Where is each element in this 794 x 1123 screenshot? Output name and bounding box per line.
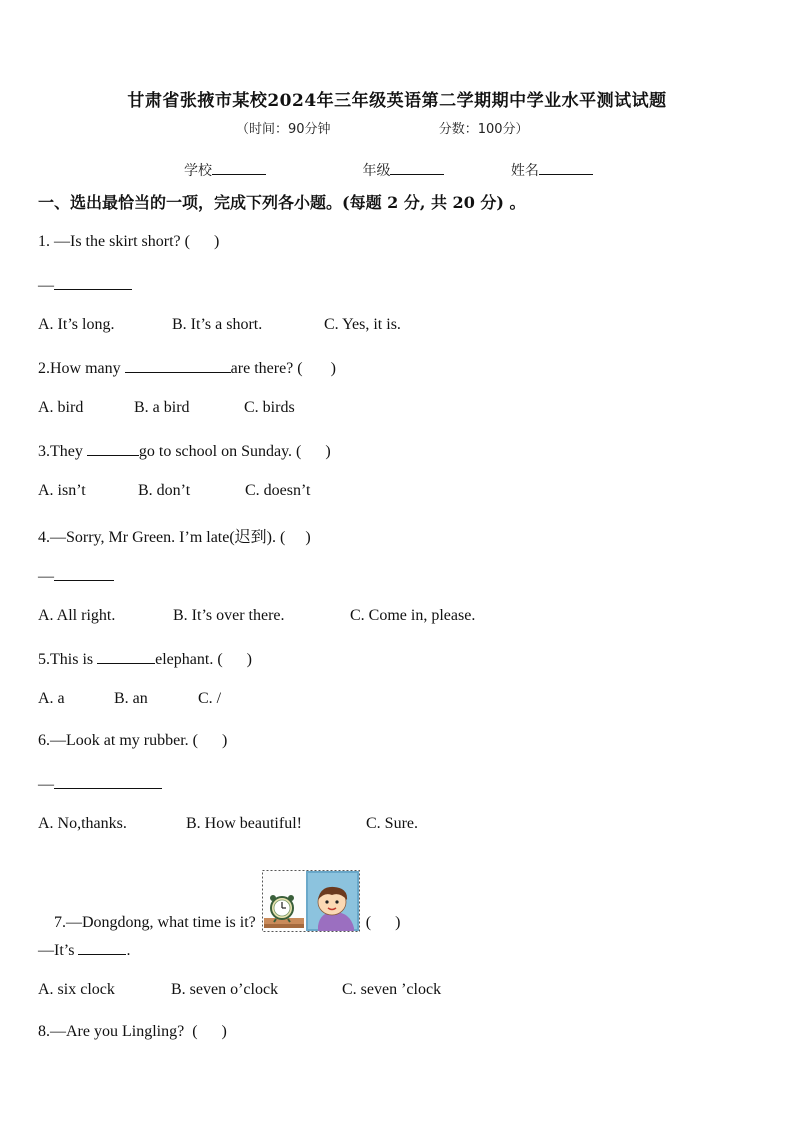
q7-option-c[interactable]: C. seven ’clock [342, 981, 442, 998]
q5-options [38, 690, 221, 708]
q4-answer-line [38, 566, 114, 586]
q7-reply [38, 940, 130, 960]
exam-title: 甘肃省张掖市某校2024年三年级英语第二学期期中学业水平测试试题 [127, 91, 667, 111]
q3-text-after: go to school on Sunday. ( ) [138, 443, 331, 460]
q6-blank[interactable] [54, 774, 162, 789]
dash: — [38, 277, 54, 294]
q2-blank[interactable] [125, 358, 231, 373]
q3-option-c[interactable]: C. doesn’t [245, 482, 311, 499]
q5-option-c[interactable]: C. / [198, 690, 222, 707]
q7-reply-before: —It’s [38, 942, 79, 959]
q2-stem [38, 358, 336, 378]
q2-options [38, 399, 295, 417]
q5-blank[interactable] [97, 649, 155, 664]
q6-option-c[interactable]: C. Sure. [366, 815, 418, 832]
q6-answer-line [38, 774, 162, 794]
q7-options [38, 981, 441, 999]
q6-option-b[interactable]: B. How beautiful! [186, 815, 302, 832]
q8-stem: 8.—Are you Lingling? ( ) [38, 1023, 227, 1040]
school-label: 学校 [184, 163, 212, 179]
total-score: 分数：100分） [438, 122, 529, 137]
q5-stem [38, 649, 252, 669]
q4-option-b[interactable]: B. It’s over there. [173, 607, 285, 624]
q7-text-after: ( ) [365, 914, 401, 931]
q7-stem [38, 852, 400, 950]
q4-option-c[interactable]: C. Come in, please. [350, 607, 476, 624]
q6-options [38, 815, 418, 833]
name-label: 姓名 [510, 163, 539, 179]
q1-stem: 1. —Is the skirt short? ( ) [38, 233, 220, 250]
q7-blank[interactable] [78, 940, 126, 955]
q7-reply-after: . [126, 942, 131, 959]
q2-option-a[interactable]: A. bird [38, 399, 84, 416]
q6-stem: 6.—Look at my rubber. ( ) [38, 732, 228, 749]
q1-option-a[interactable]: A. It’s long. [38, 316, 115, 333]
clock-boy-illustration [262, 870, 360, 932]
q1-option-b[interactable]: B. It’s a short. [172, 316, 263, 333]
q2-option-c[interactable]: C. birds [244, 399, 295, 416]
dash: — [38, 568, 54, 585]
q3-options [38, 482, 310, 500]
section-heading: 一、选出最恰当的一项，完成下列各小题。(每题 2 分, 共 20 分) 。 [38, 193, 526, 212]
q7-option-a[interactable]: A. six clock [38, 981, 115, 998]
dash: — [38, 776, 54, 793]
q4-blank[interactable] [54, 566, 114, 581]
q5-option-a[interactable]: A. a [38, 690, 65, 707]
q2-option-b[interactable]: B. a bird [134, 399, 190, 416]
q6-option-a[interactable]: A. No,thanks. [38, 815, 127, 832]
q1-answer-line [38, 275, 132, 295]
student-info [184, 160, 593, 180]
grade-label: 年级 [362, 163, 391, 179]
q7-text-before: 7.—Dongdong, what time is it? [54, 914, 256, 931]
q1-option-c[interactable]: C. Yes, it is. [324, 316, 401, 333]
q3-option-b[interactable]: B. don’t [138, 482, 191, 499]
q1-blank[interactable] [54, 275, 132, 290]
q1-options [38, 316, 401, 334]
q4-option-a[interactable]: A. All right. [38, 607, 116, 624]
q3-option-a[interactable]: A. isn’t [38, 482, 86, 499]
q3-text-before: 3.They [38, 443, 87, 460]
q4-options [38, 607, 475, 625]
q5-text-after: elephant. ( ) [155, 651, 252, 668]
time-limit: （时间：90分钟 [236, 122, 331, 137]
q5-text-before: 5.This is [38, 651, 98, 668]
q2-text-after: are there? ( ) [230, 360, 336, 377]
q2-text-before: 2.How many [38, 360, 125, 377]
q4-stem: 4.—Sorry, Mr Green. I’m late(迟到). ( ) [38, 529, 311, 546]
q3-stem [38, 441, 331, 461]
q7-option-b[interactable]: B. seven o’clock [171, 981, 279, 998]
q3-blank[interactable] [87, 441, 139, 456]
q5-option-b[interactable]: B. an [114, 690, 148, 707]
name-blank[interactable] [539, 160, 593, 175]
grade-blank[interactable] [390, 160, 444, 175]
exam-meta [236, 118, 529, 137]
school-blank[interactable] [212, 160, 266, 175]
